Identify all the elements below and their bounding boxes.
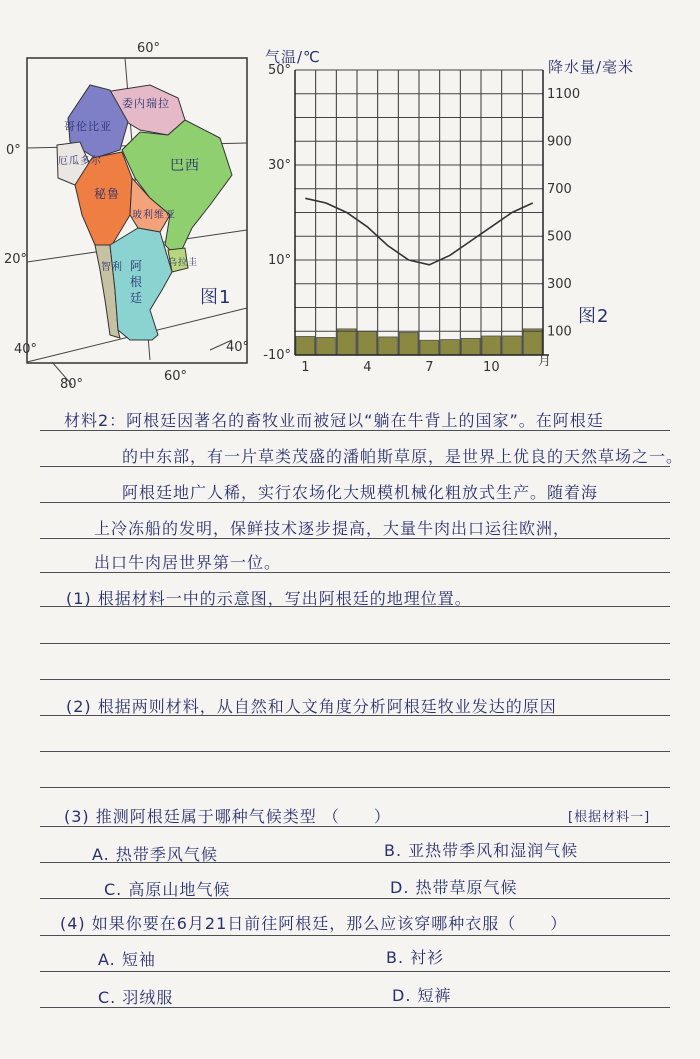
- x-tick: 10: [483, 360, 500, 375]
- y-left-tick: -10°: [263, 348, 291, 363]
- climate-chart-svg: [260, 40, 680, 380]
- map-lat-0: 0°: [6, 143, 21, 158]
- precip-bar-8: [441, 340, 460, 355]
- y-left-tick: 30°: [267, 158, 291, 173]
- y-right-tick: 300: [547, 276, 572, 292]
- question-3-note: [根据材料一]: [568, 810, 651, 825]
- chart-caption: 图2: [578, 306, 610, 327]
- y-right-tick: 700: [547, 181, 572, 197]
- map-label-venezuela: 委内瑞拉: [122, 97, 170, 110]
- material2-line3: 阿根廷地广人稀，实行农场化大规模机械化粗放式生产。随着海: [122, 483, 599, 502]
- precip-bar-10: [482, 336, 501, 355]
- map-label-ecuador: 厄瓜多尔: [58, 156, 102, 167]
- y-left-tick: 10°: [267, 253, 291, 268]
- map-label-colombia: 哥伦比亚: [64, 120, 112, 133]
- q4-option-b: B. 衬衫: [386, 948, 445, 967]
- precip-bar-2: [317, 337, 336, 355]
- question-2: (2) 根据两则材料，从自然和人文角度分析阿根廷牧业发达的原因: [66, 697, 557, 716]
- map-label-brazil: 巴西: [170, 158, 200, 174]
- precip-bar-1: [296, 336, 315, 355]
- precip-bar-6: [399, 332, 418, 355]
- q3-option-b: B. 亚热带季风和湿润气候: [384, 841, 579, 860]
- material2-line5: 出口牛肉居世界第一位。: [94, 553, 282, 572]
- precip-bar-3: [337, 329, 356, 355]
- precip-bar-4: [358, 331, 377, 355]
- map-lat-40-left: 40°: [14, 342, 38, 357]
- question-3: (3) 推测阿根廷属于哪种气候类型 （ ）: [64, 807, 391, 826]
- map-label-peru: 秘鲁: [94, 187, 121, 201]
- y-right-tick: 500: [547, 229, 572, 245]
- x-tick: 4: [363, 360, 372, 375]
- map-label-argentina: 阿根廷: [130, 259, 144, 305]
- y-right-tick: 900: [547, 134, 572, 150]
- precip-bar-5: [379, 337, 398, 355]
- y-right-tick: 100: [547, 324, 572, 340]
- material2-line4: 上冷冻船的发明，保鲜技术逐步提高，大量牛肉出口运往欧洲，: [94, 519, 571, 538]
- q3-option-a: A. 热带季风气候: [92, 845, 218, 864]
- south-america-map: [0, 0, 280, 390]
- x-tick: 1: [301, 360, 310, 375]
- map-label-uruguay: 乌拉圭: [168, 258, 199, 268]
- x-unit-label: 月: [538, 354, 552, 369]
- map-lon-bottom-left: 80°: [60, 377, 84, 392]
- x-tick: 7: [425, 360, 434, 375]
- map-label-bolivia: 玻利维亚: [132, 210, 176, 221]
- precip-bar-9: [461, 338, 480, 355]
- q3-option-c: C. 高原山地气候: [104, 880, 231, 899]
- precip-bar-11: [503, 336, 522, 355]
- map-lon-top: 60°: [137, 41, 161, 56]
- y-right-label: 降水量/毫米: [548, 58, 635, 76]
- q4-option-a: A. 短袖: [98, 950, 156, 969]
- question-1: (1) 根据材料一中的示意图，写出阿根廷的地理位置。: [66, 589, 472, 608]
- material2-line2: 的中东部，有一片草类茂盛的潘帕斯草原，是世界上优良的天然草场之一。: [122, 447, 684, 466]
- map-lat-40-right: 40°: [226, 340, 250, 355]
- map-lon-bottom-right: 60°: [164, 369, 188, 384]
- material2-line1: 材料2：阿根廷因著名的畜牧业而被冠以“躺在牛背上的国家”。在阿根廷: [64, 411, 604, 430]
- y-left-label: 气温/℃: [265, 48, 321, 66]
- map-lat-20: 20°: [4, 252, 28, 267]
- y-right-tick: 1100: [547, 86, 581, 102]
- precip-bar-7: [420, 340, 439, 355]
- q3-option-d: D. 热带草原气候: [390, 878, 518, 897]
- map-label-chile: 智利: [101, 262, 123, 273]
- y-left-tick: 50°: [267, 63, 291, 78]
- question-4: (4) 如果你要在6月21日前往阿根廷，那么应该穿哪种衣服（ ）: [60, 914, 568, 933]
- q4-option-c: C. 羽绒服: [98, 988, 174, 1007]
- map-caption: 图1: [200, 287, 232, 308]
- q4-option-d: D. 短裤: [392, 986, 452, 1005]
